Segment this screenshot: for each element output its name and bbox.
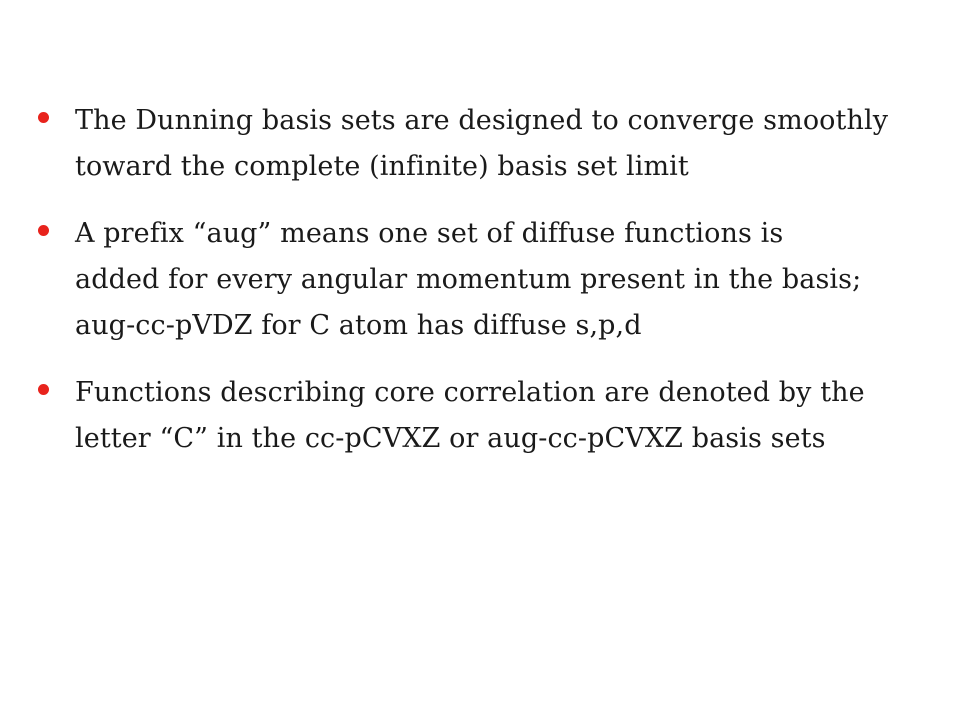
bullet-item-core-correlation (38, 370, 938, 462)
bullet-text-line: added for every angular momentum present in the basis; (75, 264, 862, 295)
bullet-text-line: toward the complete (infinite) basis set limit (75, 151, 689, 182)
red-bullet-icon (38, 384, 49, 395)
bullet-text-line: letter “C” in the cc-pCVXZ or aug-cc-pCVXZ basis sets (75, 423, 826, 454)
bullet-item-dunning-convergence (38, 98, 938, 190)
bullet-text-line: The Dunning basis sets are designed to converge smoothly (75, 105, 889, 136)
bullet-list (38, 98, 938, 483)
bullet-item-aug-prefix (38, 211, 938, 349)
bullet-text-line: aug-cc-pVDZ for C atom has diffuse s,p,d (75, 310, 642, 341)
bullet-text-line: Functions describing core correlation are denoted by the (75, 377, 865, 408)
bullet-text-line: A prefix “aug” means one set of diffuse functions is (75, 218, 784, 249)
red-bullet-icon (38, 225, 49, 236)
red-bullet-icon (38, 112, 49, 123)
